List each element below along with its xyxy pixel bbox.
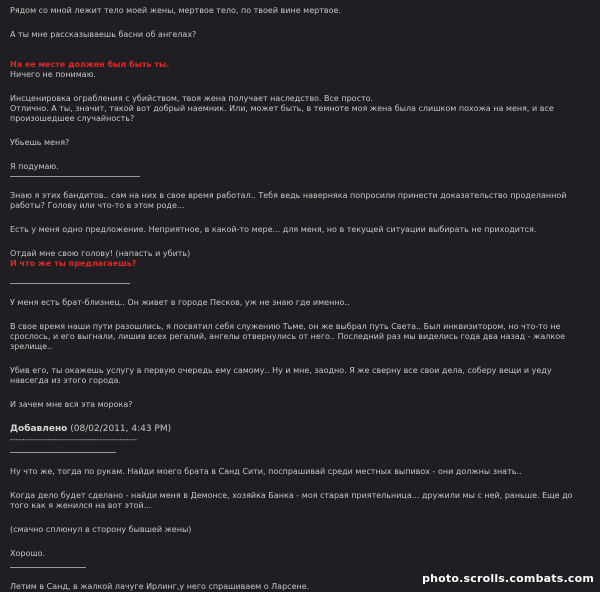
text-line: (смачно сплюнул в сторону бывшей жены) <box>10 525 192 534</box>
text-line: Ну что же, тогда по рукам. Найди моего брата в Санд Сити, поспрашивай среди местных выпивох - они должны знать.. <box>10 467 522 476</box>
highlighted-line: На ее месте должен был быть ты. <box>10 60 170 69</box>
text-line: Отлично. А ты, значит, такой вот добрый наемник. Или, может быть, в темноте моя жена была слишком похожа на меня, и все произошедшее случайность? <box>10 104 554 123</box>
text-line: Знаю я этих бандитов.. сам на них в свое время работал.. Тебя ведь наверняка попросили принести доказательство проделанной работы? Голову или что-то в этом роде... <box>10 191 567 210</box>
text-line: Хорошо. <box>10 549 46 558</box>
text-line: Летим в Санд, в жалкой лачуге Ирлинг,у него спрашиваем о Ларсене. <box>10 582 310 591</box>
text-line: Ничего не понимаю. <box>10 70 96 79</box>
text-line: Убив его, ты окажешь услугу в первую очередь ему самому.. Ну и мне, заодно. Я же сверну все свои дела, соберу вещи и уеду навсегда из этого города. <box>10 366 552 385</box>
added-timestamp <box>10 424 590 435</box>
text-line: Есть у меня одно предложение. Неприятное, в какой-то мере... для меня, но в текущей ситуации выбирать не приходится. <box>10 225 537 234</box>
highlighted-line: И что же ты предлагаешь? <box>10 259 137 268</box>
text-line: Я подумаю. <box>10 162 59 171</box>
dash-separator: -------------------------------------------- <box>10 435 138 444</box>
added-date: (08/02/2011, 4:43 PM) <box>70 424 172 434</box>
text-line: Когда дело будет сделано - найди меня в Демонсе, хозяйка Банка - моя старая приятельница... дружили мы с ней, раньше. Еще до того как я женился на вот этой... <box>10 491 573 510</box>
text-line: И зачем мне вся эта морока? <box>10 400 133 409</box>
text-line: Рядом со мной лежит тело моей жены, мертвое тело, по твоей вине мертвое. <box>10 6 341 15</box>
text-line: А ты мне рассказываешь басни об ангелах? <box>10 30 197 39</box>
text-line: У меня есть брат-близнец.. Он живет в городе Песков, уж не знаю где именно.. <box>10 298 350 307</box>
text-line: Инсценировка ограбления с убийством, твоя жена получает наследство. Все просто. <box>10 94 374 103</box>
added-label: Добавлено <box>10 424 68 434</box>
text-line: Убьешь меня? <box>10 138 70 147</box>
text-line: В свое время наши пути разошлись, я посвятил себя служению Тьме, он же выбрал путь Света.. Был инквизитором, но что-то не срослось, и его выгнали, лишив всех регалий, ангелы отвернулись от него.. Последний раз мы виделись года два назад - жалкое зрелище.. <box>10 322 566 351</box>
text-line: Отдай мне свою голову! (напасть и убить) <box>10 249 191 258</box>
watermark: photo.scrolls.combats.com <box>422 572 594 585</box>
